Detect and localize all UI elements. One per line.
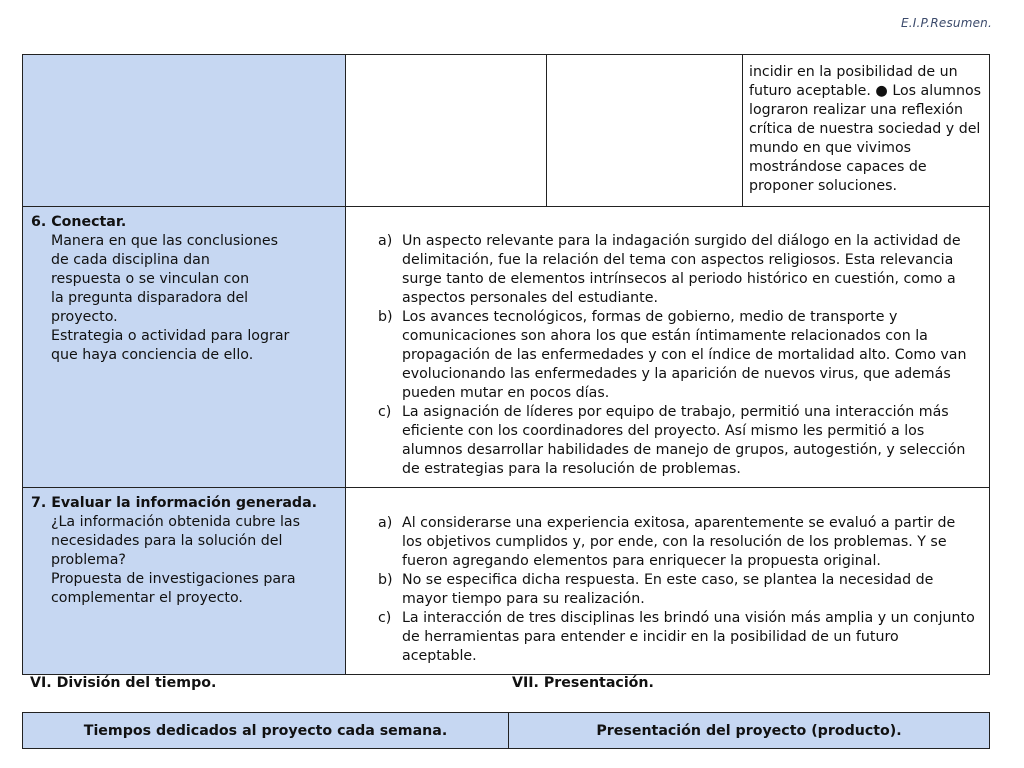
blank-cell bbox=[547, 55, 743, 207]
list-item bbox=[378, 308, 977, 403]
table-header-row bbox=[23, 713, 990, 749]
section-6-content-cell bbox=[346, 207, 990, 488]
blank-cell bbox=[346, 55, 547, 207]
list-item bbox=[378, 514, 977, 571]
section-6-description bbox=[31, 232, 337, 365]
time-presentation-table bbox=[22, 712, 990, 749]
list-item bbox=[378, 232, 977, 308]
section-7-content-cell bbox=[346, 488, 990, 675]
list-item bbox=[378, 571, 977, 609]
list-item bbox=[378, 609, 977, 666]
section-6-line: la pregunta disparadora del bbox=[51, 290, 249, 306]
left-label-cell-empty bbox=[23, 55, 346, 207]
header-presentacion-proyecto: Presentación del proyecto (producto). bbox=[509, 713, 990, 749]
list-marker: c) bbox=[378, 404, 392, 420]
project-summary-table bbox=[22, 54, 990, 675]
section-6-title: 6. Conectar. bbox=[31, 214, 127, 230]
section-7-line: complementar el proyecto. bbox=[51, 590, 243, 606]
section-7-list bbox=[378, 514, 977, 666]
section-7-title: 7. Evaluar la información generada. bbox=[31, 495, 318, 511]
list-marker: b) bbox=[378, 309, 393, 325]
section-7-description bbox=[31, 513, 337, 608]
document-header-tag: E.I.P.Resumen. bbox=[900, 16, 992, 30]
section-6-line: que haya conciencia de ello. bbox=[51, 347, 254, 363]
section-7-line: ¿La información obtenida cubre las bbox=[51, 514, 300, 530]
section-headings bbox=[30, 675, 990, 695]
section-7-line: necesidades para la solución del bbox=[51, 533, 283, 549]
section-6-line: proyecto. bbox=[51, 309, 118, 325]
heading-division-tiempo: VI. División del tiempo. bbox=[30, 675, 217, 691]
header-tiempos: Tiempos dedicados al proyecto cada semana. bbox=[23, 713, 509, 749]
list-item-text: La interacción de tres disciplinas les brindó una visión más amplia y un conjunto de herramientas para entender e incidir en la posibilidad de un futuro aceptable. bbox=[402, 610, 975, 664]
section-6-label-cell bbox=[23, 207, 346, 488]
section-6-list bbox=[378, 232, 977, 479]
list-marker: c) bbox=[378, 610, 392, 626]
continuation-text-cell bbox=[743, 55, 990, 207]
section-6-line: de cada disciplina dan bbox=[51, 252, 210, 268]
table-row-section-6 bbox=[23, 207, 990, 488]
list-marker: a) bbox=[378, 515, 393, 531]
section-7-line: Propuesta de investigaciones para bbox=[51, 571, 296, 587]
list-marker: b) bbox=[378, 572, 393, 588]
list-item-text: No se especifica dicha respuesta. En este caso, se plantea la necesidad de mayor tiempo para su realización. bbox=[402, 572, 934, 607]
table-row-continuation bbox=[23, 55, 990, 207]
section-7-line: problema? bbox=[51, 552, 126, 568]
list-item-text: La asignación de líderes por equipo de trabajo, permitió una interacción más eficiente con los coordinadores del proyecto. Así mismo les permitió a los alumnos desarrollar habilidades de manejo de grupos, autogestión, y selección de estrategias para la resolución de problemas. bbox=[402, 404, 966, 477]
section-7-label-cell bbox=[23, 488, 346, 675]
section-6-line: Estrategia o actividad para lograr bbox=[51, 328, 290, 344]
heading-presentacion: VII. Presentación. bbox=[512, 675, 654, 691]
list-item-text: Los avances tecnológicos, formas de gobierno, medio de transporte y comunicaciones son ahora los que están íntimamente relacionados con la propagación de las enfermedades y con el índice de mortalidad alto. Como van evolucionando las enfermedades y la aparición de nuevos virus, que además pueden mutar en pocos días. bbox=[402, 309, 967, 401]
section-6-line: Manera en que las conclusiones bbox=[51, 233, 279, 249]
list-item-text: Al considerarse una experiencia exitosa, aparentemente se evaluó a partir de los objetivos cumplidos y, por ende, con la resolución de los problemas. Y se fueron agregando elementos para enriquecer la propuesta original. bbox=[402, 515, 956, 569]
table-row-section-7 bbox=[23, 488, 990, 675]
section-6-line: respuesta o se vinculan con bbox=[51, 271, 250, 287]
list-item bbox=[378, 403, 977, 479]
list-item-text: Un aspecto relevante para la indagación surgido del diálogo en la actividad de delimitación, fue la relación del tema con aspectos religiosos. Esta relevancia surge tanto de elementos intrínsecos al periodo histórico en cuestión, como a aspectos personales del estudiante. bbox=[402, 233, 961, 306]
continuation-text: incidir en la posibilidad de un futuro aceptable. ● Los alumnos lograron realizar una reflexión crítica de nuestra sociedad y del mundo en que vivimos mostrándose capaces de proponer soluciones. bbox=[749, 64, 982, 194]
list-marker: a) bbox=[378, 233, 393, 249]
